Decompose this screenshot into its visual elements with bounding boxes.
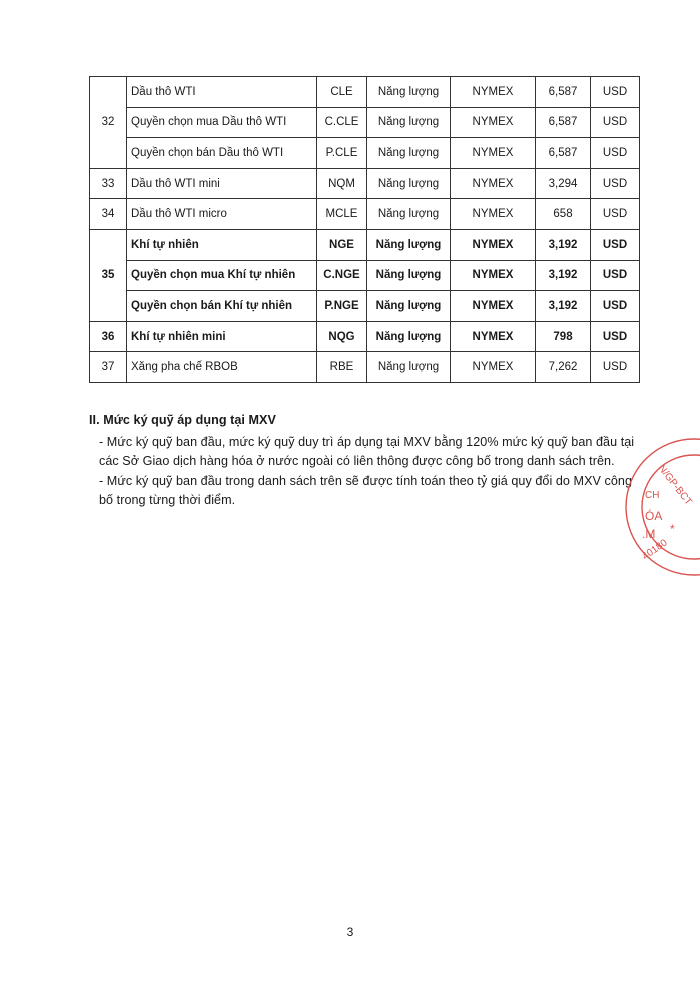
exchange-name: NYMEX <box>451 77 536 108</box>
product-code: NQM <box>317 168 367 199</box>
product-category: Năng lượng <box>367 107 451 138</box>
table-row <box>90 229 640 260</box>
exchange-name: NYMEX <box>451 229 536 260</box>
section-heading: II. Mức ký quỹ áp dụng tại MXV <box>89 413 276 427</box>
seal-text-1: CH <box>645 490 660 501</box>
currency: USD <box>591 107 640 138</box>
row-number: 36 <box>90 321 127 352</box>
currency: USD <box>591 229 640 260</box>
margin-value: 6,587 <box>536 77 591 108</box>
product-code: C.NGE <box>317 260 367 291</box>
table-row <box>90 199 640 230</box>
product-category: Năng lượng <box>367 229 451 260</box>
product-category: Năng lượng <box>367 352 451 383</box>
table-row <box>90 260 640 291</box>
page-number: 3 <box>346 925 354 939</box>
product-code: NQG <box>317 321 367 352</box>
margin-value: 3,192 <box>536 260 591 291</box>
table-row <box>90 107 640 138</box>
product-name: Khí tự nhiên <box>127 229 317 260</box>
exchange-name: NYMEX <box>451 260 536 291</box>
currency: USD <box>591 168 640 199</box>
currency: USD <box>591 138 640 169</box>
seal-star: * <box>670 522 675 536</box>
currency: USD <box>591 352 640 383</box>
exchange-name: NYMEX <box>451 291 536 322</box>
product-category: Năng lượng <box>367 199 451 230</box>
margin-table <box>89 76 640 383</box>
official-seal <box>612 432 700 582</box>
product-code: P.NGE <box>317 291 367 322</box>
product-category: Năng lượng <box>367 138 451 169</box>
policy-paragraph-1: - Mức ký quỹ ban đầu, mức ký quỹ duy trì áp dụng tại MXV bằng 120% mức ký quỹ ban đầu tại các Sở Giao dịch hàng hóa ở nước ngoài có liên thông được công bố trong danh sách trên. <box>99 434 635 469</box>
product-code: NGE <box>317 229 367 260</box>
exchange-name: NYMEX <box>451 321 536 352</box>
margin-policy-section <box>89 411 641 511</box>
product-category: Năng lượng <box>367 321 451 352</box>
currency: USD <box>591 291 640 322</box>
seal-text-license: N/GP-BCT <box>655 463 694 508</box>
row-number: 35 <box>90 229 127 321</box>
product-name: Quyền chọn bán Dầu thô WTI <box>127 138 317 169</box>
margin-value: 6,587 <box>536 138 591 169</box>
product-name: Dầu thô WTI mini <box>127 168 317 199</box>
exchange-name: NYMEX <box>451 168 536 199</box>
product-category: Năng lượng <box>367 77 451 108</box>
margin-value: 7,262 <box>536 352 591 383</box>
row-number: 37 <box>90 352 127 383</box>
product-name: Khí tự nhiên mini <box>127 321 317 352</box>
table-row <box>90 168 640 199</box>
product-code: MCLE <box>317 199 367 230</box>
currency: USD <box>591 199 640 230</box>
row-number: 33 <box>90 168 127 199</box>
product-category: Năng lượng <box>367 168 451 199</box>
table-row <box>90 77 640 108</box>
table-row <box>90 138 640 169</box>
policy-paragraph-2: - Mức ký quỹ ban đầu trong danh sách trên sẽ được tính toán theo tỷ giá quy đổi do MXV công bố trong từng thời điểm. <box>99 473 633 508</box>
seal-text-3: .M <box>642 527 656 541</box>
seal-text-number: 40180 <box>640 537 670 563</box>
currency: USD <box>591 77 640 108</box>
product-name: Xăng pha chế RBOB <box>127 352 317 383</box>
table-row <box>90 352 640 383</box>
product-name: Dầu thô WTI <box>127 77 317 108</box>
product-category: Năng lượng <box>367 291 451 322</box>
row-number: 34 <box>90 199 127 230</box>
exchange-name: NYMEX <box>451 138 536 169</box>
product-code: P.CLE <box>317 138 367 169</box>
product-code: C.CLE <box>317 107 367 138</box>
product-code: CLE <box>317 77 367 108</box>
currency: USD <box>591 260 640 291</box>
product-name: Quyền chọn mua Dầu thô WTI <box>127 107 317 138</box>
margin-value: 798 <box>536 321 591 352</box>
product-code: RBE <box>317 352 367 383</box>
margin-value: 3,192 <box>536 229 591 260</box>
currency: USD <box>591 321 640 352</box>
product-name: Quyền chọn mua Khí tự nhiên <box>127 260 317 291</box>
margin-value: 3,192 <box>536 291 591 322</box>
product-name: Dầu thô WTI micro <box>127 199 317 230</box>
seal-text-2: ÓA <box>645 509 663 523</box>
margin-value: 658 <box>536 199 591 230</box>
margin-value: 3,294 <box>536 168 591 199</box>
margin-value: 6,587 <box>536 107 591 138</box>
exchange-name: NYMEX <box>451 107 536 138</box>
table-row <box>90 291 640 322</box>
product-name: Quyền chọn bán Khí tự nhiên <box>127 291 317 322</box>
exchange-name: NYMEX <box>451 199 536 230</box>
exchange-name: NYMEX <box>451 352 536 383</box>
product-category: Năng lượng <box>367 260 451 291</box>
row-number: 32 <box>90 77 127 169</box>
table-row <box>90 321 640 352</box>
